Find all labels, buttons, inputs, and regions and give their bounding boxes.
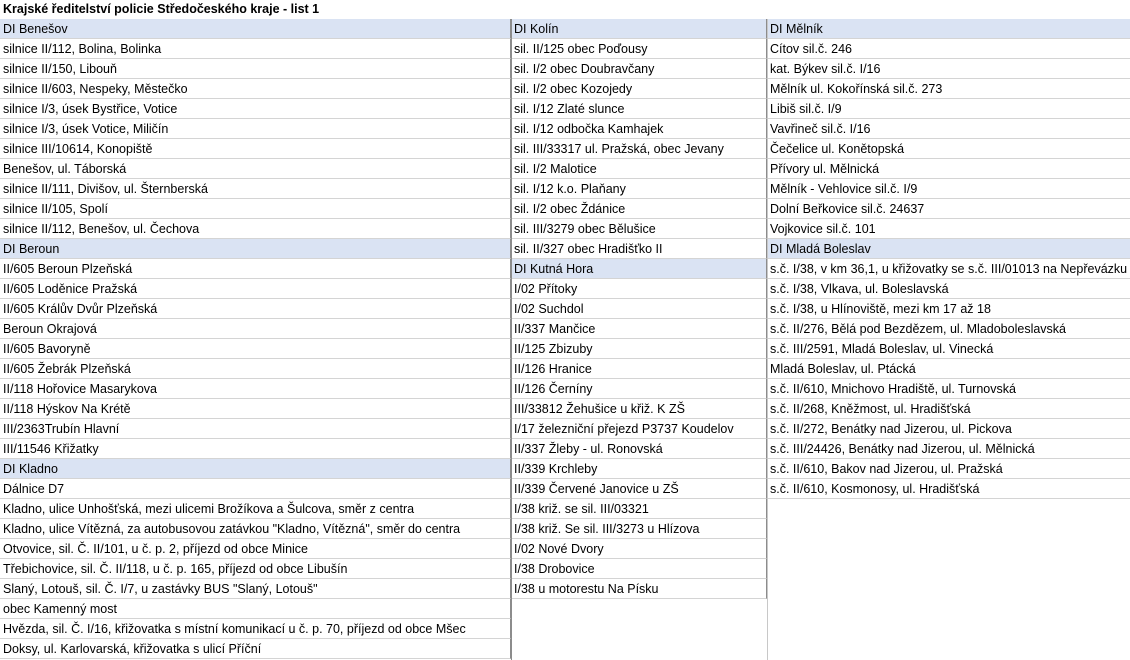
col-b-cell[interactable]: II/337 Žleby - ul. Ronovská	[511, 439, 767, 459]
col-a-cell[interactable]: Kladno, ulice Vítězná, za autobusovou zatávkou "Kladno, Vítězná", směr do centra	[0, 519, 511, 539]
column-b	[511, 19, 767, 599]
col-a-cell[interactable]: silnice I/3, úsek Votice, Miličín	[0, 119, 511, 139]
col-c-cell[interactable]: s.č. I/38, Vlkava, ul. Boleslavská	[767, 279, 1130, 299]
col-b-cell[interactable]: sil. I/12 k.o. Plaňany	[511, 179, 767, 199]
col-a-cell[interactable]: Benešov, ul. Táborská	[0, 159, 511, 179]
col-a-section-header[interactable]: DI Beroun	[0, 239, 511, 259]
col-b-cell[interactable]: II/339 Krchleby	[511, 459, 767, 479]
col-a-cell[interactable]: silnice I/3, úsek Bystřice, Votice	[0, 99, 511, 119]
col-b-cell[interactable]: II/126 Černíny	[511, 379, 767, 399]
col-a-cell[interactable]: II/605 Beroun Plzeňská	[0, 259, 511, 279]
col-a-cell[interactable]: II/605 Bavoryně	[0, 339, 511, 359]
col-c-cell[interactable]: Mladá Boleslav, ul. Ptácká	[767, 359, 1130, 379]
col-c-cell[interactable]: s.č. II/268, Kněžmost, ul. Hradišťská	[767, 399, 1130, 419]
col-a-cell[interactable]: Kladno, ulice Unhošťská, mezi ulicemi Brožíkova a Šulcova, směr z centra	[0, 499, 511, 519]
col-c-cell[interactable]: s.č. I/38, v km 36,1, u křižovatky se s.č. III/01013 na Nepřevázku	[767, 259, 1130, 279]
col-c-cell[interactable]: Přívory ul. Mělnická	[767, 159, 1130, 179]
col-c-section-header[interactable]: DI Mělník	[767, 19, 1130, 39]
col-b-section-header[interactable]: DI Kolín	[511, 19, 767, 39]
col-b-cell[interactable]: sil. III/33317 ul. Pražská, obec Jevany	[511, 139, 767, 159]
column-divider	[511, 19, 512, 660]
col-b-cell[interactable]: I/38 križ. se sil. III/03321	[511, 499, 767, 519]
col-c-cell[interactable]: Čečelice ul. Konětopská	[767, 139, 1130, 159]
col-b-cell[interactable]: I/38 križ. Se sil. III/3273 u Hlízova	[511, 519, 767, 539]
col-a-cell[interactable]: II/118 Hořovice Masarykova	[0, 379, 511, 399]
col-a-cell[interactable]: Dálnice D7	[0, 479, 511, 499]
col-a-cell[interactable]: Otvovice, sil. Č. II/101, u č. p. 2, příjezd od obce Minice	[0, 539, 511, 559]
col-b-cell[interactable]: sil. I/2 Malotice	[511, 159, 767, 179]
col-a-cell[interactable]: silnice II/111, Divišov, ul. Šternberská	[0, 179, 511, 199]
col-b-cell[interactable]: I/02 Přítoky	[511, 279, 767, 299]
column-divider	[767, 19, 768, 660]
col-b-cell[interactable]: sil. III/3279 obec Bělušice	[511, 219, 767, 239]
col-a-cell[interactable]: silnice II/112, Bolina, Bolinka	[0, 39, 511, 59]
col-b-cell[interactable]: sil. II/327 obec Hradišťko II	[511, 239, 767, 259]
col-b-cell[interactable]: III/33812 Žehušice u křiž. K ZŠ	[511, 399, 767, 419]
col-b-cell[interactable]: I/38 Drobovice	[511, 559, 767, 579]
sheet-title: Krajské ředitelství policie Středočeského kraje - list 1	[3, 2, 320, 16]
col-a-cell[interactable]: silnice II/603, Nespeky, Městečko	[0, 79, 511, 99]
col-b-cell[interactable]: I/38 u motorestu Na Písku	[511, 579, 767, 599]
col-a-cell[interactable]: silnice III/10614, Konopiště	[0, 139, 511, 159]
col-c-cell[interactable]: Vavřineč sil.č. I/16	[767, 119, 1130, 139]
col-b-cell[interactable]: sil. I/12 odbočka Kamhajek	[511, 119, 767, 139]
col-a-cell[interactable]: Beroun Okrajová	[0, 319, 511, 339]
col-c-cell[interactable]: Mělník - Vehlovice sil.č. I/9	[767, 179, 1130, 199]
col-a-cell[interactable]: Hvězda, sil. Č. I/16, křižovatka s místní komunikací u č. p. 70, příjezd od obce Mšec	[0, 619, 511, 639]
col-c-cell[interactable]: s.č. I/38, u Hlínoviště, mezi km 17 až 18	[767, 299, 1130, 319]
col-a-cell[interactable]: Doksy, ul. Karlovarská, křižovatka s ulicí Příční	[0, 639, 511, 659]
col-c-cell[interactable]: Dolní Beřkovice sil.č. 24637	[767, 199, 1130, 219]
col-c-cell[interactable]: Cítov sil.č. 246	[767, 39, 1130, 59]
col-a-section-header[interactable]: DI Benešov	[0, 19, 511, 39]
col-a-cell[interactable]: III/11546 Křižatky	[0, 439, 511, 459]
col-a-cell[interactable]: silnice II/112, Benešov, ul. Čechova	[0, 219, 511, 239]
col-a-section-header[interactable]: DI Kladno	[0, 459, 511, 479]
col-a-cell[interactable]: Třebichovice, sil. Č. II/118, u č. p. 165, příjezd od obce Libušín	[0, 559, 511, 579]
col-a-cell[interactable]: obec Kamenný most	[0, 599, 511, 619]
col-c-cell[interactable]: Mělník ul. Kokořínská sil.č. 273	[767, 79, 1130, 99]
col-a-cell[interactable]: silnice II/150, Libouň	[0, 59, 511, 79]
col-a-cell[interactable]: silnice II/105, Spolí	[0, 199, 511, 219]
col-a-cell[interactable]: II/605 Loděnice Pražská	[0, 279, 511, 299]
col-b-cell[interactable]: II/337 Mančice	[511, 319, 767, 339]
col-b-cell[interactable]: sil. I/2 obec Kozojedy	[511, 79, 767, 99]
col-b-cell[interactable]: I/02 Suchdol	[511, 299, 767, 319]
col-b-cell[interactable]: sil. I/2 obec Ždánice	[511, 199, 767, 219]
column-c	[767, 19, 1130, 499]
col-b-cell[interactable]: II/339 Červené Janovice u ZŠ	[511, 479, 767, 499]
col-c-cell[interactable]: s.č. II/610, Bakov nad Jizerou, ul. Pražská	[767, 459, 1130, 479]
col-a-cell[interactable]: III/2363Trubín Hlavní	[0, 419, 511, 439]
col-b-cell[interactable]: sil. II/125 obec Poďousy	[511, 39, 767, 59]
col-c-cell[interactable]: s.č. II/272, Benátky nad Jizerou, ul. Pickova	[767, 419, 1130, 439]
col-c-cell[interactable]: s.č. III/24426, Benátky nad Jizerou, ul. Mělnická	[767, 439, 1130, 459]
col-c-cell[interactable]: s.č. II/610, Mnichovo Hradiště, ul. Turnovská	[767, 379, 1130, 399]
col-b-cell[interactable]: I/17 železniční přejezd P3737 Koudelov	[511, 419, 767, 439]
col-c-cell[interactable]: Libiš sil.č. I/9	[767, 99, 1130, 119]
col-c-cell[interactable]: s.č. II/276, Bělá pod Bezdězem, ul. Mladoboleslavská	[767, 319, 1130, 339]
col-a-cell[interactable]: II/118 Hýskov Na Krétě	[0, 399, 511, 419]
column-a	[0, 19, 511, 659]
col-c-cell[interactable]: Vojkovice sil.č. 101	[767, 219, 1130, 239]
col-b-cell[interactable]: sil. I/12 Zlaté slunce	[511, 99, 767, 119]
col-b-cell[interactable]: I/02 Nové Dvory	[511, 539, 767, 559]
col-b-cell[interactable]: II/125 Zbizuby	[511, 339, 767, 359]
col-c-cell[interactable]: s.č. II/610, Kosmonosy, ul. Hradišťská	[767, 479, 1130, 499]
col-c-cell[interactable]: s.č. III/2591, Mladá Boleslav, ul. Vinecká	[767, 339, 1130, 359]
col-c-section-header[interactable]: DI Mladá Boleslav	[767, 239, 1130, 259]
col-b-cell[interactable]: sil. I/2 obec Doubravčany	[511, 59, 767, 79]
col-a-cell[interactable]: Slaný, Lotouš, sil. Č. I/7, u zastávky BUS "Slaný, Lotouš"	[0, 579, 511, 599]
col-c-cell[interactable]: kat. Býkev sil.č. I/16	[767, 59, 1130, 79]
col-b-section-header[interactable]: DI Kutná Hora	[511, 259, 767, 279]
col-a-cell[interactable]: II/605 Žebrák Plzeňská	[0, 359, 511, 379]
col-b-cell[interactable]: II/126 Hranice	[511, 359, 767, 379]
col-a-cell[interactable]: II/605 Králův Dvůr Plzeňská	[0, 299, 511, 319]
